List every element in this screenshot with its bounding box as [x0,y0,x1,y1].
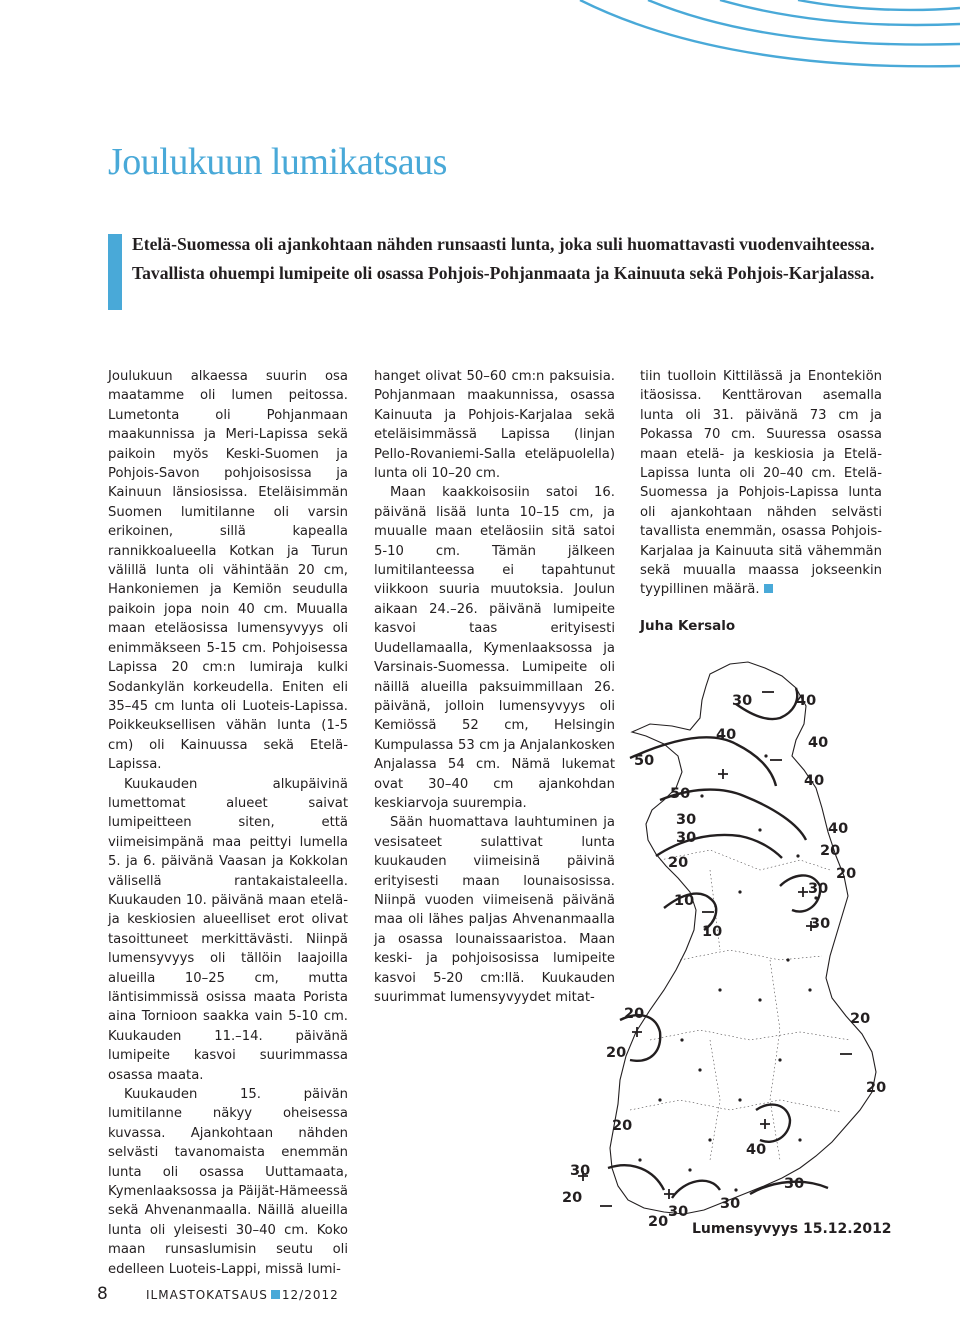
page-footer [0,1284,960,1308]
station-dot [638,1158,641,1161]
station-dot [758,998,761,1001]
map-value-label: 20 [606,1045,627,1061]
map-value-label: 40 [804,773,825,789]
issue-number: 12/2012 [281,1288,339,1302]
station-dot [688,1168,691,1171]
map-value-label: 20 [648,1214,669,1230]
plus-marker [632,1027,642,1037]
publication-name: ILMASTOKATSAUS [146,1288,268,1302]
map-value-label: 40 [808,735,829,751]
station-dot [700,794,703,797]
author-name: Juha Kersalo [640,617,736,634]
paragraph [640,367,882,600]
map-value-label: 50 [670,786,691,802]
header-decoration-arcs [0,0,960,130]
map-value-label: 30 [732,693,753,709]
station-dot [758,828,761,831]
article-title: Joulukuun lumikatsaus [108,141,447,183]
finland-outline [610,662,876,1214]
station-dot [658,1098,661,1101]
map-value-label: 40 [746,1142,767,1158]
publication-square-icon [271,1290,280,1299]
page-number: 8 [97,1284,108,1304]
station-dot [680,1038,683,1041]
station-dot [808,988,811,991]
station-dot [738,1098,741,1101]
paragraph: hanget olivat 50–60 cm:n paksuisia. Pohjanmaan maakunnissa, osassa Kainuuta ja Pohjois-Karjalaa sekä eteläisimmässä Lapissa (linjan Pello-Rovaniemi-Salla eteläpuolella) lunta oli 10–20 cm. [374,369,615,482]
station-dot [718,988,721,991]
lead-accent-bar [108,234,122,310]
station-dot [778,1058,781,1061]
map-value-label: 40 [716,727,737,743]
map-value-label: 50 [634,753,655,769]
map-value-label: 30 [784,1176,805,1192]
station-dot [798,1138,801,1141]
paragraph: Sään huomattava lauhtuminen ja vesisateet sulattivat lunta kuukauden viimeisinä päivinä erityisesti maan lounaisosissa. Niinpä vuoden viimeisenä päivänä maa oli lähes paljas Ahvenanmaalla ja osassa lounaissaaristoa. Maan keski- ja pohjoisosissa lumipeite kasvoi 5-20 cm:llä. Kuukauden suurimmat lumensyvyydet mitat- [374,815,615,1005]
plus-marker [760,1119,770,1129]
station-dot [764,754,767,757]
map-value-label: 10 [674,893,695,909]
map-value-label: 30 [808,881,829,897]
map-value-label: 40 [796,693,817,709]
station-dot [708,1138,711,1141]
map-value-label: 10 [702,924,723,940]
end-of-article-square-icon [764,584,773,593]
map-value-label: 30 [676,812,697,828]
map-value-label: 20 [624,1006,645,1022]
map-value-label: 20 [850,1011,871,1027]
text-column-1 [108,367,348,1279]
station-dot [786,958,789,961]
map-value-label: 40 [828,821,849,837]
map-caption: Lumensyvyys 15.12.2012 [692,1221,892,1237]
plus-marker [798,887,808,897]
map-value-label: 20 [820,843,841,859]
map-value-label: 20 [612,1118,633,1134]
map-value-label: 30 [570,1163,591,1179]
snow-depth-map [560,660,900,1245]
paragraph: Kuukauden 15. päivän lumitilanne näkyy oheisessa kuvassa. Ajankohtaan nähden selvästi tavanomaista enemmän lunta oli osassa Uuttamaata, Kymenlaaksossa ja Päijät-Hämeessä sekä Ahvenanmaalla. Näillä alueilla lunta oli yleisesti 30–40 cm. Koko maan runsaslumisin seutu oli edelleen Luoteis-Lappi, missä lumi- [108,1087,348,1277]
paragraph: Kuukauden alkupäivinä lumettomat alueet saivat lumipeitteen siten, että viimeisimpänä maa peittyi lumella 5. ja 6. päivänä Vaasan ja Kokkolan välisellä rantakaistaleella. Kuukauden 10. päivänä maan etelä- ja keskiosien alueelliset erot olivat tasoittuneet merkittävästi. Niinpä lumensyvyys oli tällöin laajoilla alueilla 10–25 cm, mutta läntisimmissä osissa maata Porista aina Tornioon saakka vain 5-10 cm. Kuukauden 11.–14. päivänä lumipeite kasvoi suurimmassa osassa maata. [108,776,348,1083]
plus-marker [718,769,728,779]
station-dot [698,1068,701,1071]
map-value-label: 20 [866,1080,887,1096]
map-value-label: 30 [810,916,831,932]
station-dot [738,890,741,893]
map-value-label: 20 [668,855,689,871]
text-column-3 [640,367,882,636]
station-dot [734,1188,737,1191]
map-value-label: 30 [676,830,697,846]
paragraph: Maan kaakkoisosiin satoi 16. päivänä lisää lunta 10–15 cm, ja muualle maan eteläosiin sitä satoi 5-10 cm. Tämän jälkeen lumitilanteessa ei tapahtunut viikkoon suuria muutoksia. Joulun aikaan 24.–26. päivänä lumipeite kasvoi taas erityisesti Uudellamaalla, Kymenlaaksossa ja Varsinais-Suomessa. Lumipeite oli näillä alueilla paksuimmillaan 26. päivänä, jolloin lumensyvyys oli Kemiössä 52 cm, Helsingin Kumpulassa 53 cm ja Anjalankosken Anjalassa 54 cm. Nämä lukemat ovat 30–40 cm ajankohdan keskiarvoja suurempia. [374,485,615,811]
station-dot [796,854,799,857]
map-value-label: 20 [562,1190,583,1206]
map-value-label: 30 [668,1204,689,1220]
paragraph: Joulukuun alkaessa suurin osa maatamme oli lumen peitossa. Lumetonta oli Pohjanmaan maakunnissa ja Meri-Lapissa sekä paikoin myös Keski-Suomen ja Pohjois-Savon pohjoisosissa ja Kainuun länsiosissa. Eteläisimmän Suomen lumitilanne oli varsin erikoinen, sillä kapealla rannikkoalueella Kotkan ja Turun välillä lunta oli vähintään 20 cm, Hankoniemen ja Kemiön seudulla paikoin jopa noin 40 cm. Muualla maan eteläosissa lumensyvyys oli enimmäkseen 5-15 cm. Pohjoisessa Lapissa 20 cm:n lumiraja kulki Sodankylän korkeudella. Eniten eli 35–45 cm lunta oli Luoteis-Lapissa. Poikkeuksellisen vähän lunta (1-5 cm) oli Kainuussa sekä Etelä-Lapissa. [108,369,348,773]
map-value-label: 20 [836,866,857,882]
paragraph-text: tiin tuolloin Kittilässä ja Enontekiön itäosissa. Kenttärovan asemalla lunta oli 31. päivänä 73 cm ja Pokassa 70 cm. Suuressa osassa maan etelä- ja keskiosia ja Etelä-Lapissa lunta oli 20–40 cm. Etelä-Suomessa ja Pohjois-Lapissa lunta oli ajankohtaan nähden selvästi tavallista enemmän, osassa Pohjois-Karjalaa ja Kainuuta sitä vähemmän sekä muualla maassa jokseenkin tyypillinen määrä. [640,369,882,598]
publication-info [146,1288,339,1302]
map-value-label: 30 [720,1196,741,1212]
article-lead: Etelä-Suomessa oli ajankohtaan nähden runsaasti lunta, joka suli huomattavasti vuodenvaihteessa. Tavallista ohuempi lumipeite oli osassa Pohjois-Pohjanmaata ja Kainuuta sekä Pohjois-Karjalassa. [132,234,875,284]
